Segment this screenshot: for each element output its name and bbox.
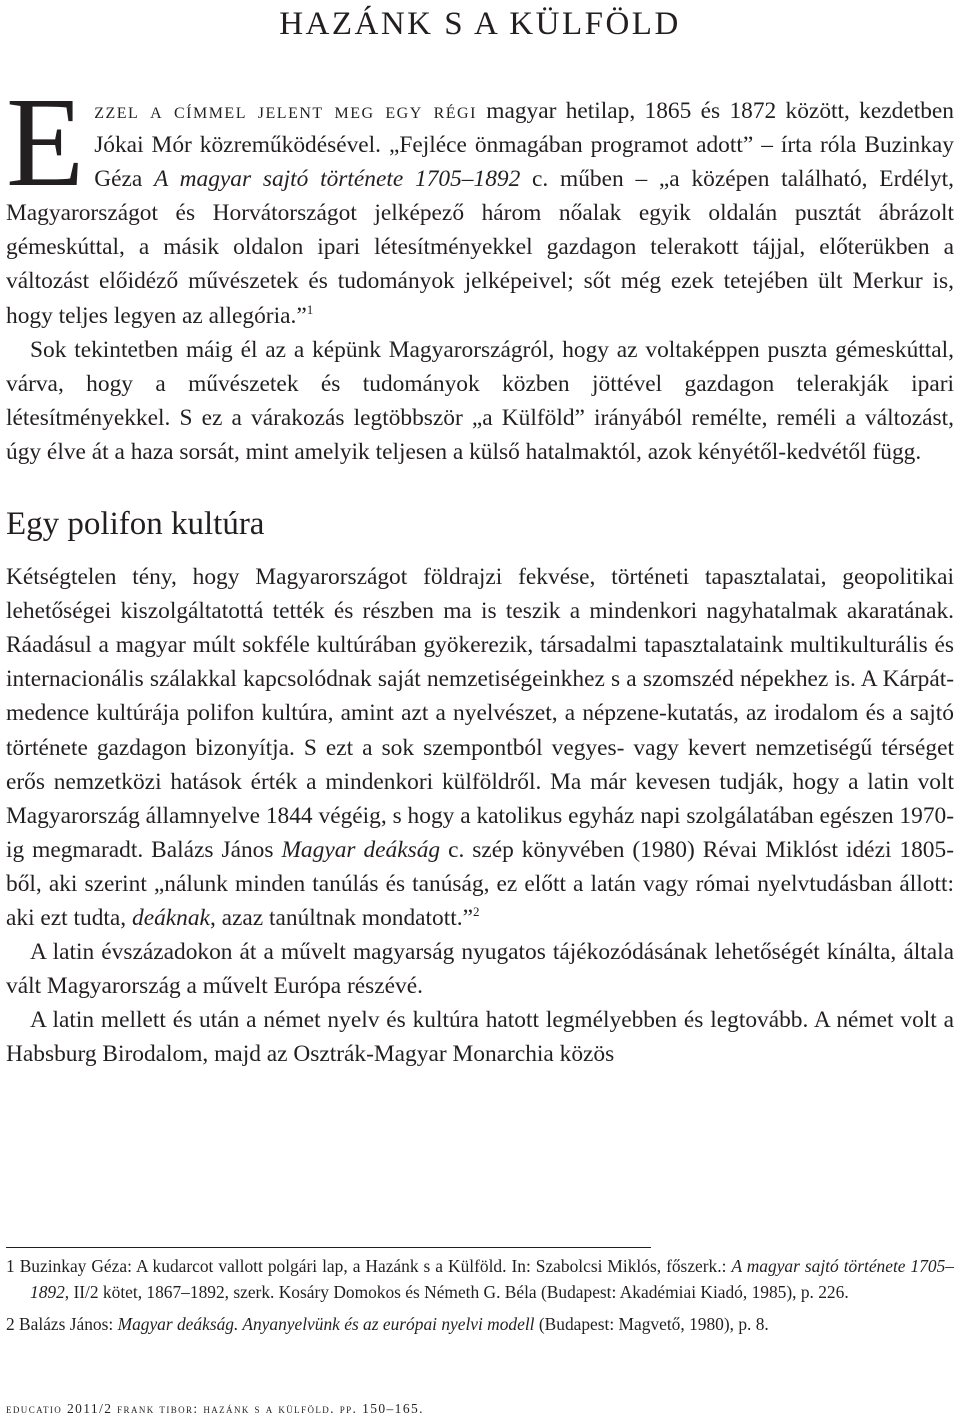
paragraph-5: A latin mellett és után a német nyelv és kultúra hatott legmélyebben és legtovább. A német volt a Habsburg Birodalom, majd az Osztrák-Magyar Monarchia közös [6, 1007, 954, 1068]
running-head: HAZÁNK S A KÜLFÖLD [279, 6, 681, 42]
intro-text-a: magyar hetilap, 1865 és 1872 között, kezdetben Jókai Mór közreműködésével. „Fejléce önmagában programot adott” – írta róla Buzinkay Géza [94, 98, 954, 193]
intro-smallcaps-lead: zzel a címmel jelent meg egy régi [94, 98, 477, 124]
para3-text-c: , azaz tanúltnak mondatott.” [209, 904, 473, 931]
paragraph-2: Sok tekintetben máig él az a képünk Magyarországról, hogy az voltaképpen puszta gémeskúttal, várva, hogy a művészetek és tudományok közben jöttével gazdagon telerakják ipari létesítményekkel. S ez a várakozás legtöbbször „a Külföld” irányából remélte, reméli a változást, úgy élve át a haza sorsát, mint amelyik teljesen a külső hatalmaktól, azok kényétől-kedvétől függ. [6, 336, 954, 465]
para3-text-b: c. szép könyvében (1980) Révai Miklóst idézi 1805-ből, aki szerint „nálunk minden tanúlás és tanúság, ez előtt a latán vagy római nyelvtudásban állott: aki ezt tudta, [6, 836, 954, 931]
footnote-number: 2 [6, 1314, 15, 1334]
paragraph-3 [6, 560, 954, 935]
footnote-text: Buzinkay Géza: A kudarcot vallott polgári lap, a Hazánk s a Külföld. In: Szabolcsi Miklós, főszerk.: [14, 1256, 732, 1276]
intro-paragraph [6, 71, 954, 333]
para3-text-a: Kétségtelen tény, hogy Magyarországot földrajzi fekvése, történeti tapasztalatai, geopolitikai lehetőségei kiszolgáltatottá tették és részben ma is teszik a mindenkori nagyhatalmak akaratának. Ráadásul a magyar múlt sokféle kultúrában gyökerezik, társadalmi tapasztalataink multikulturális és internacionális szálakkal kapcsolódnak saját nemzetiségeinkhez s a szomszéd népekhez is. A Kárpát-medence kultúrája polifon kultúra, amint azt a nyelvészet, a népzene-kutatás, az irodalom és a sajtó története gazdagon bizonyítja. S ezt a sok szempontból vegyes- vagy kevert nemzetiségű térséget erős nemzetközi hatások érték a mindenkori külföldről. Ma már kevesen tudják, hogy a latin volt Magyarország államnyelve 1844 végéig, s hogy a katolikus egyház napi szolgálatában egészen 1970-ig megmaradt. Balázs János [6, 564, 954, 863]
footnotes [6, 1253, 954, 1343]
footnote-ref-2[interactable]: 2 [472, 903, 480, 919]
footnote-italic: Magyar deákság. Anyanyelvünk és az európai nyelvi modell [117, 1314, 535, 1334]
footnote-1 [6, 1253, 954, 1305]
footnote-text: , II/2 kötet, 1867–1892, szerk. Kosáry Domokos és Németh G. Béla (Budapest: Akadémiai Kiadó, 1985), p. 226. [64, 1282, 849, 1302]
footnote-number: 1 [6, 1256, 15, 1276]
article-body [6, 71, 954, 1071]
intro-text-b: c. műben – „a középen található, Erdélyt, Magyarországot és Horvátországot jelképező három nőalak egyik oldalán pusztát ábrázolt gémeskúttal, a másik oldalon ipari létesítményekkel gazdagon telerakott tájjal, előterükben a változást előidéző művészetek és tudományok jelképeivel; sőt még ezek tetejében ült Merkur is, hogy teljes legyen az allegória.” [6, 166, 954, 329]
paragraph-4: A latin évszázadokon át a művelt magyarság nyugatos tájékozódásának lehetőségét kínálta, általa vált Magyarország a művelt Európa részévé. [6, 939, 954, 1000]
para3-italic-1: Magyar deákság [281, 836, 441, 863]
footnote-ref-1[interactable]: 1 [306, 301, 314, 317]
footnote-text: (Budapest: Magvető, 1980), p. 8. [534, 1314, 769, 1334]
footnote-text: Balázs János: [14, 1314, 118, 1334]
section-heading: Egy polifon kultúra [6, 506, 265, 543]
page-footer: educatio 2011/2 frank tibor: hazánk s a külföld. pp. 150–165. [6, 1401, 424, 1416]
footnote-divider [6, 1247, 651, 1248]
drop-cap: E [6, 71, 85, 213]
footnote-italic: A magyar sajtó története 1705–1892 [30, 1256, 954, 1302]
para3-italic-2: deáknak [132, 904, 210, 931]
intro-italic-title: A magyar sajtó története 1705–1892 [154, 166, 521, 193]
footnote-2 [6, 1311, 954, 1337]
